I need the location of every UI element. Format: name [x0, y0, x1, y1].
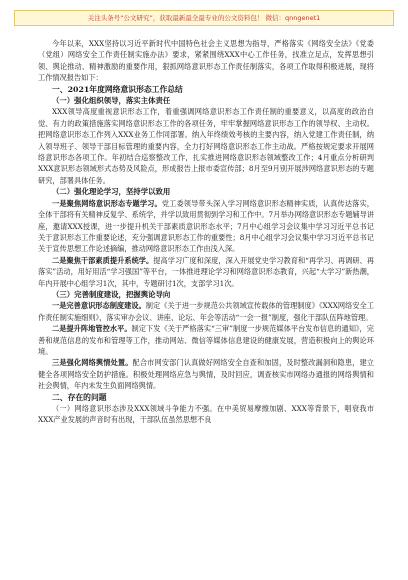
paragraph-system-building	[38, 300, 374, 323]
lead-phrase: 一是聚焦网络意识形态专题学习。	[52, 198, 162, 208]
paragraph-text: 党工委领导带头深入学习网络意识形态精神实质，认真传达落实，全体干部将有关精神反复学、系统学，并学以致用贯彻到学习和工作中。7月举办网络意识形态专题辅导讲座，邀请XXX授课，进一步提升机关干部素质意识形态水平；7月中心组学习会议集中学习习近平总书记关于意识形态工作重要论述，充分强调意识形态工作的重要性；8月中心组学习会议集中学习习近平总书记关于宣传思想工作论述摘编，推动网络意识形态工作由浅入深。	[38, 198, 374, 254]
lead-phrase: 三是强化网络舆情处置。	[52, 358, 133, 368]
intro-paragraph: 今年以来，XXX坚持以习近平新时代中国特色社会主义思想为指导，严格落实《网络安全法》《党委（党组）网络安全工作责任制实施办法》要求，紧紧围绕XXX中心工作任务，找准立足点，发挥思想引领、舆论推动、精神激励的重要作用，狠抓网络意识形态工作责任制落实，各项工作取得积极进展，现将工作情况报告如下：	[38, 39, 374, 83]
paragraph-study-focus	[38, 198, 374, 255]
paragraph-public-opinion	[38, 357, 374, 391]
document-body	[38, 38, 374, 426]
paragraph-text: 制定下发《关于严格落实“三审”制度一步规范媒体平台发布信息的通知》，完善和规范信息的发布和管理等工作，推动网站、微信等媒体信息建设的健康发展，营造积极向上的舆论环境。	[38, 324, 374, 356]
subsection-heading-1: （一）强化组织领导，落实主体责任	[52, 96, 171, 106]
lead-phrase: 二是提升阵地管控水平。	[52, 324, 132, 334]
section-heading-2: 二、存在的问题	[52, 392, 107, 402]
paragraph-cadre-quality	[38, 255, 374, 289]
paragraph-problems: （一）网络意识形态涉及XXX领域斗争能力不强。在中美贸易摩擦加剧、XXX等背景下，唱衰我市XXX产业发展的声音时有出现，干部队伍虽然思想不良	[38, 404, 374, 425]
promo-banner: 关注头条号“公文研究”，获取最新最全最专业的公文资料包！ 微信：qnngenet1	[14, 10, 394, 26]
lead-phrase: 一是完善意识形态制度建设。	[52, 301, 146, 311]
subsection-heading-3: （三）完善制度建设，把握舆论导向	[52, 289, 171, 299]
subsection-heading-2: （二）强化理论学习，坚持学以致用	[52, 187, 171, 197]
paragraph-text: 配合市网安部门认真做好网络安全自查和加固，及时整改漏洞和隐患，建立健全各项网络安全防护措施。积极处理网络应急与舆情，及时回应，调查核实市网络办通报的网络舆情和社会舆情，年内未发生负面网络舆情。	[38, 358, 374, 391]
paragraph-position-control	[38, 323, 374, 357]
paragraph-leadership: XXX领导高度重视意识形态工作，着重强调网络意识形态工作责任制的重要意义，以高度的政治自觉、有力的政策措施落实网络意识形态工作的各项任务，牢牢掌握网络意识形态工作的领导权、主动权。把网络意识形态工作列入XXX业务工作同部署。纳入年终绩效考核的主要内容，纳入党建工作责任制，纳入领导班子、领导干部目标管理的重要内容，全力打好网络意识形态工作主动战。严格按规定要求开展网络意识形态各项工作。年初结合巡察整改工作，扎实推进网络意识形态领域整改工作；4月重点分析研判XXX意识形态领域形式态势及风险点，形成报告上报市委宣传部；8月至9月别开展涉网络意识形态的专题研究，部署具体任务。	[38, 107, 374, 185]
section-heading-1: 一、2021年度网络意识形态工作总结	[52, 84, 183, 94]
lead-phrase: 二是聚焦干部素质提升系统学。	[52, 255, 154, 265]
paragraph-text: 提高学习广度和深度，深入开展党史学习教育和“再学习、再调研、再落实”活动，用好用活“学习强国”等平台，一体推进理论学习和网络意识形态教育，兴起“大学习”新热潮，年内开展中心组学习1次，其中，专题研讨1次，支部学习1次。	[38, 255, 374, 288]
paragraph-text: 制定《关于进一步规范公共领域宣传载体的管理制度》《XXX网络安全工作责任制实施细则》，落实审办会议、讲座、论坛、年会等活动“一会一报”制度，强化干部队伍阵地管理。	[38, 301, 374, 322]
